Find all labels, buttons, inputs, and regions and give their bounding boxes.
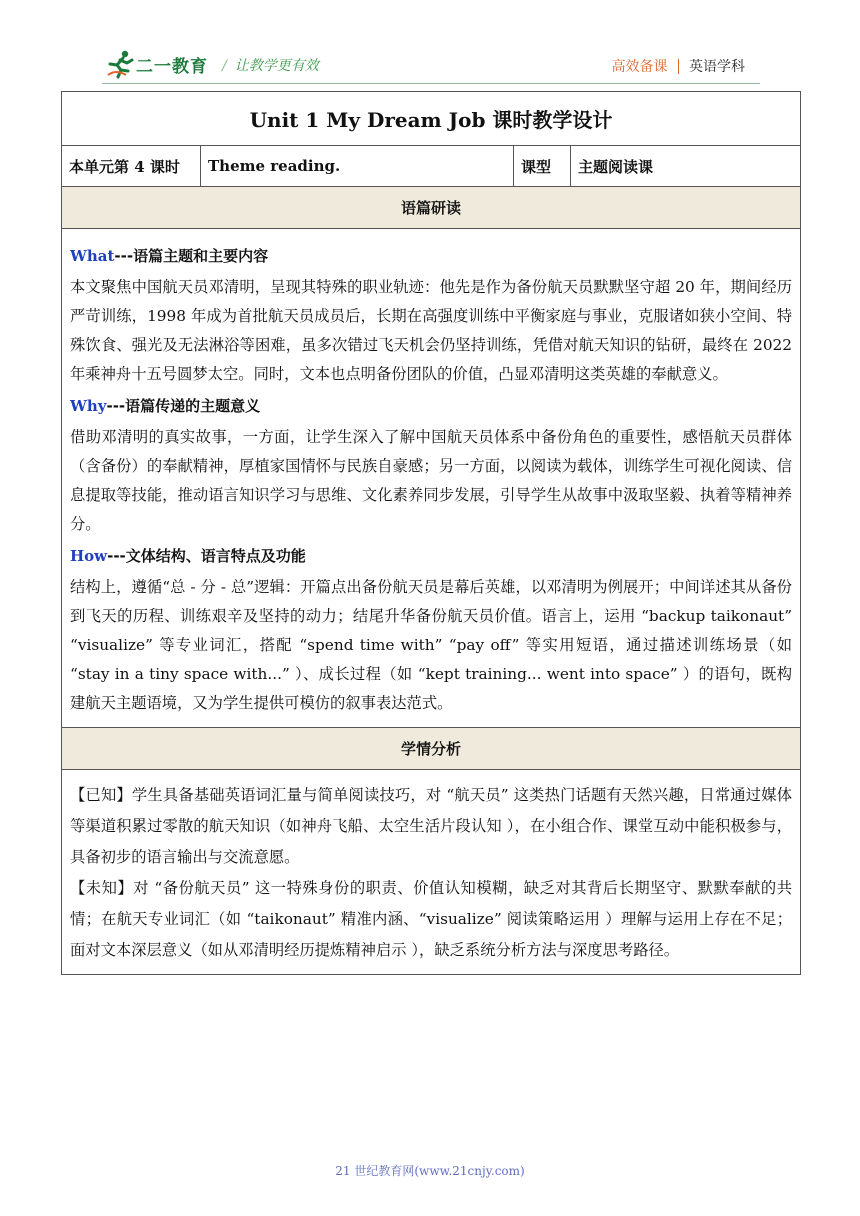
runner-logo-icon — [106, 49, 134, 79]
why-label: Why — [70, 397, 107, 415]
how-heading — [70, 542, 792, 571]
slash-divider: / — [222, 58, 227, 74]
how-paragraph: 结构上，遵循“总 - 分 - 总”逻辑：开篇点出备份航天员是幕后英雄，以邓清明为例展开；中间详述其从备份到飞天的历程、训练艰辛及坚持的动力；结尾升华备份航天员价值。语言上，运用 “backup taikonaut” “visualize” 等专业词汇，搭配 “spend time with” “pay off” 等实用短语，通过描述训练场景（如 “stay in a tiny space with...” ）、成长过程（如 “kept training... went into space” ）的语句，既构建航天主题语境，又为学生提供可模仿的叙事表达范式。 — [70, 578, 793, 712]
section-heading-learner-analysis: 学情分析 — [62, 728, 801, 770]
what-heading — [70, 242, 792, 271]
section-heading-text-study: 语篇研读 — [62, 187, 801, 229]
learner-analysis-content — [62, 770, 801, 975]
why-heading — [70, 392, 792, 421]
text-study-content — [62, 229, 801, 728]
slogan — [222, 55, 319, 75]
header-tag-prep: 高效备课 — [611, 59, 668, 75]
slogan-text: 让教学更有效 — [234, 58, 319, 74]
type-value: 主题阅读课 — [571, 146, 801, 187]
unknown-paragraph: 【未知】对 “备份航天员” 这一特殊身份的职责、价值认知模糊，缺乏对其背后长期坚守、默默奉献的共情；在航天专业词汇（如 “taikonaut” 精准内涵、“visualize” 阅读策略运用 ）理解与运用上存在不足；面对文本深层意义（如从邓清明经历提炼精神启示 ），缺乏系统分析方法与深度思考路径。 — [70, 879, 793, 959]
page-footer[interactable]: 21 世纪教育网(www.21cnjy.com) — [335, 1164, 525, 1178]
what-paragraph: 本文聚焦中国航天员邓清明，呈现其特殊的职业轨迹：他先是作为备份航天员默默坚守超 20 年，期间经历严苛训练，1998 年成为首批航天员成员后，长期在高强度训练中平衡家庭与事业，克服诸如狭小空间、特殊饮食、强光及无法淋浴等困难，虽多次错过飞天机会仍坚持训练，凭借对航天知识的钻研，最终在 2022 年乘神舟十五号圆梦太空。同时，文本也点明备份团队的价值，凸显邓清明这类英雄的奉献意义。 — [70, 278, 793, 383]
header-divider — [678, 59, 680, 74]
header-tag-subject: 英语学科 — [689, 59, 745, 75]
logo-text: 二一教育 — [136, 56, 208, 77]
header-rule — [102, 83, 760, 84]
page-header — [0, 0, 860, 90]
how-label: How — [70, 547, 108, 565]
document-title: Unit 1 My Dream Job 课时教学设计 — [62, 92, 801, 146]
lesson-label: 本单元第 4 课时 — [62, 146, 201, 187]
why-subtitle: ---语篇传递的主题意义 — [106, 397, 261, 415]
why-paragraph: 借助邓清明的真实故事，一方面，让学生深入了解中国航天员体系中备份角色的重要性，感悟航天员群体（含备份）的奉献精神，厚植家国情怀与民族自豪感；另一方面，以阅读为载体，训练学生可视化阅读、信息提取等技能，推动语言知识学习与思维、文化素养同步发展，引导学生从故事中汲取坚毅、执着等精神养分。 — [70, 428, 793, 533]
lesson-design-table — [61, 91, 801, 975]
type-label: 课型 — [514, 146, 571, 187]
lesson-value: Theme reading. — [201, 146, 514, 187]
what-subtitle: ---语篇主题和主要内容 — [114, 247, 269, 265]
info-row — [62, 146, 801, 187]
known-paragraph: 【已知】学生具备基础英语词汇量与简单阅读技巧，对 “航天员” 这类热门话题有天然兴趣，日常通过媒体等渠道积累过零散的航天知识（如神舟飞船、太空生活片段认知 ），在小组合作、课堂互动中能积极参与，具备初步的语言输出与交流意愿。 — [70, 786, 793, 866]
header-subject — [612, 56, 746, 76]
what-label: What — [70, 247, 115, 265]
how-subtitle: ---文体结构、语言特点及功能 — [107, 547, 306, 565]
logo[interactable] — [106, 47, 208, 81]
